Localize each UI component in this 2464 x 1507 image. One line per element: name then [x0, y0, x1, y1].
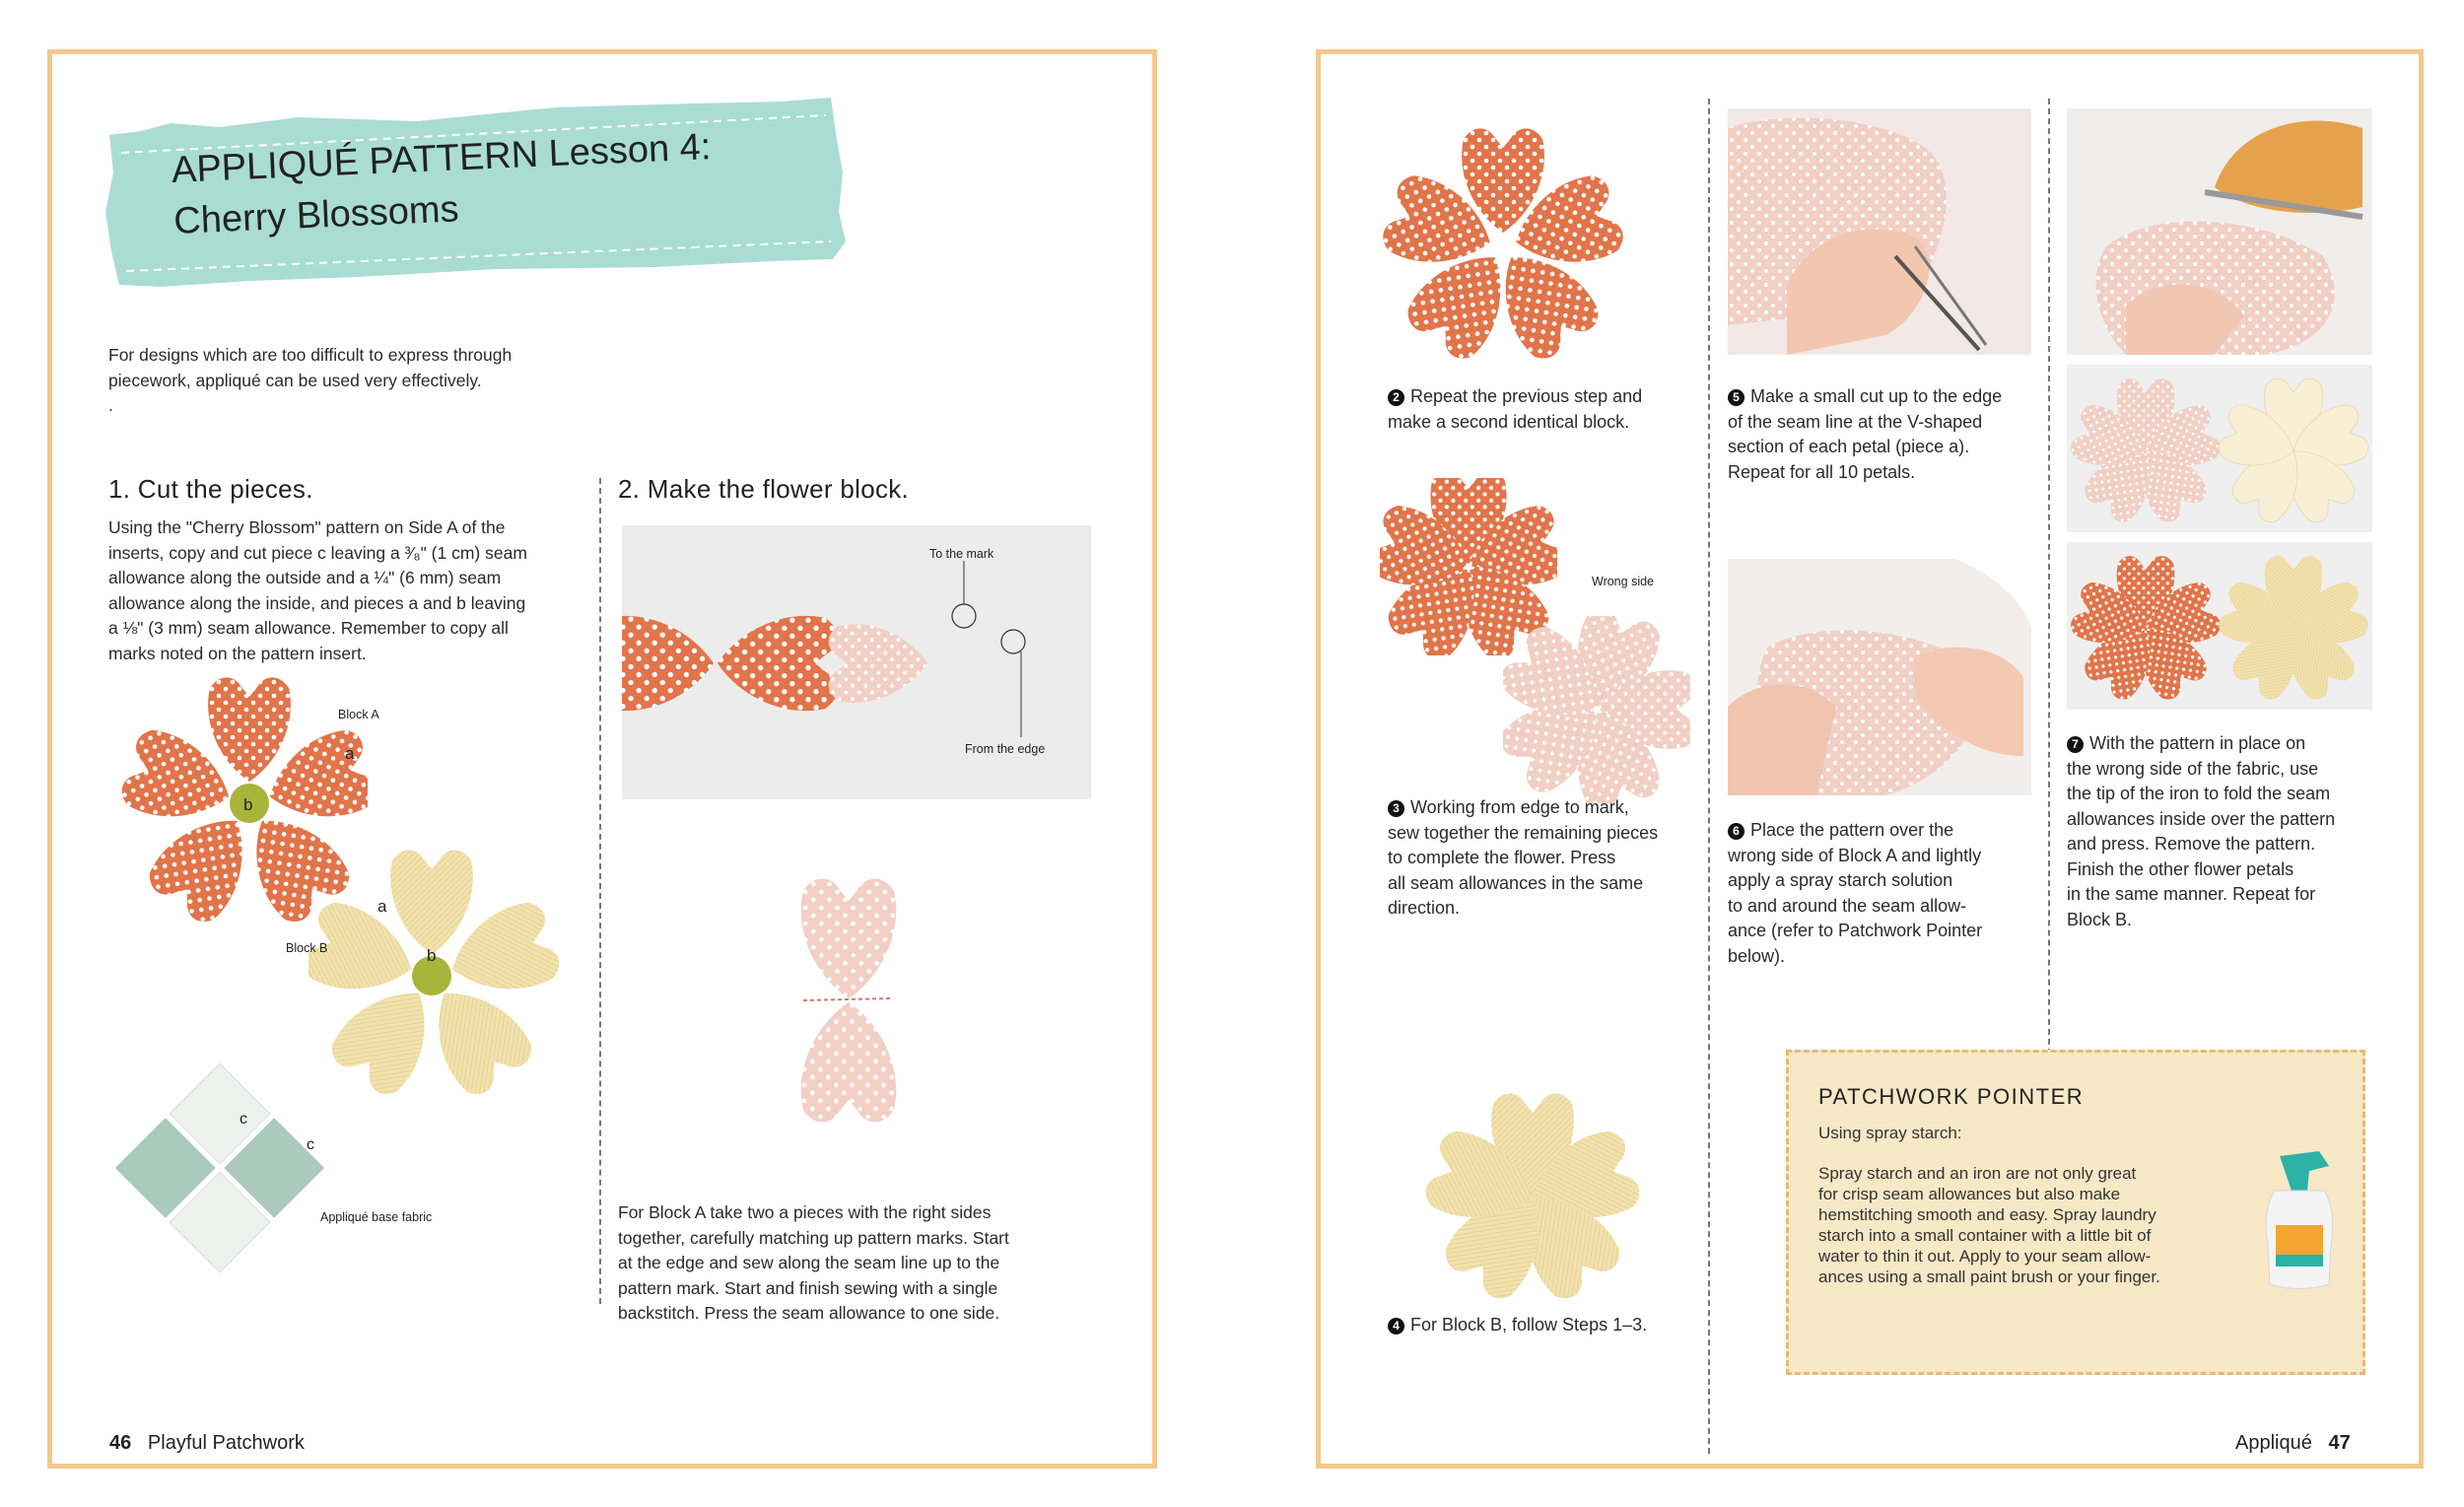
label-piece-c: c	[240, 1111, 247, 1128]
patchwork-pointer-box	[1786, 1050, 2365, 1375]
applique-base-fabric-illustration	[111, 1050, 328, 1286]
text-line: all seam allowances in the same	[1388, 872, 1644, 893]
text-line: inserts, copy and cut piece c leaving a ³⁄₈" (1 cm) seam	[108, 542, 527, 563]
step2-pieces-illustration	[622, 525, 1091, 799]
text-line: at the edge and sew along the seam line up to the	[618, 1253, 1000, 1272]
text-line: a ⅛" (3 mm) seam allowance. Remember to copy all	[108, 618, 509, 638]
text-line: apply a spray starch solution	[1728, 870, 1953, 890]
label-piece-b: b	[243, 795, 253, 814]
step2-text	[618, 1200, 1111, 1327]
left-footer	[109, 1432, 305, 1455]
text-line: for crisp seam allowances but also make	[1818, 1185, 2121, 1203]
intro-line: For designs which are too difficult to express through	[108, 345, 513, 365]
text-line: to and around the seam allow-	[1728, 895, 1967, 916]
text-line: starch into a small container with a little bit of	[1818, 1226, 2152, 1245]
step-number-badge: 6	[1728, 823, 1745, 840]
text-line: For Block A take two a pieces with the right sides	[618, 1202, 992, 1222]
label-piece-b: b	[427, 946, 437, 965]
step7-photo-pressed-blocks	[2067, 365, 2372, 532]
page-number: 46	[109, 1432, 132, 1454]
text-line: Repeat the previous step and	[1410, 386, 1643, 406]
text-line: section of each petal (piece a).	[1728, 437, 1970, 456]
step-number-badge: 5	[1728, 389, 1745, 406]
footer-title: Appliqué	[2235, 1432, 2312, 1454]
label-to-the-mark: To the mark	[929, 547, 994, 561]
text-line: Repeat for all 10 petals.	[1728, 461, 1916, 482]
text-line: direction.	[1388, 898, 1461, 918]
step7-pressed-illustration	[2067, 365, 2372, 532]
step4-caption	[1388, 1313, 1713, 1338]
step6-caption	[1728, 818, 2053, 969]
text-line: For Block B, follow Steps 1–3.	[1410, 1315, 1648, 1335]
step7-photo-ironing	[2067, 108, 2372, 355]
text-line: make a second identical block.	[1388, 411, 1630, 432]
text-line: allowance along the inside, and pieces a and b leaving	[108, 592, 526, 613]
step5-photo-cutting	[1728, 108, 2031, 355]
text-line: Place the pattern over the	[1750, 820, 1954, 840]
title-line-2: Cherry Blossoms	[172, 188, 460, 242]
step-number-badge: 7	[2067, 736, 2084, 753]
text-line: marks noted on the pattern insert.	[108, 643, 367, 663]
step7-photo-finished-blocks	[2067, 542, 2372, 710]
text-line: ances using a small paint brush or your finger.	[1818, 1267, 2160, 1286]
text-line: allowances inside over the pattern	[2067, 808, 2336, 829]
step2-caption	[1388, 384, 1703, 435]
text-line: the tip of the iron to fold the seam	[2067, 784, 2331, 803]
intro-line: .	[108, 395, 113, 415]
text-line: below).	[1728, 945, 1786, 966]
text-line: Spray starch and an iron are not only great	[1818, 1164, 2137, 1183]
footer-title: Playful Patchwork	[147, 1432, 305, 1454]
step4-block-b-illustration	[1424, 1084, 1641, 1301]
step1-text	[108, 515, 621, 666]
step-number-badge: 4	[1388, 1318, 1404, 1335]
right-footer	[2235, 1432, 2351, 1455]
text-line: allowance along the outside and a ¼" (6 mm) seam	[108, 568, 502, 587]
title-banner	[102, 94, 851, 291]
label-block-b: Block B	[286, 941, 328, 955]
text-line: to complete the flower. Press	[1388, 848, 1616, 867]
column-divider	[2048, 99, 2050, 1064]
step3-wrong-side-flower-illustration	[1503, 616, 1690, 803]
left-page	[47, 49, 1157, 1469]
spray-bottle-icon	[2250, 1136, 2349, 1294]
text-line: ance (refer to Patchwork Pointer	[1728, 921, 1983, 940]
step2-sewn-piece-illustration	[742, 862, 959, 1138]
step7-caption	[2067, 731, 2392, 932]
intro-line: piecework, appliqué can be used very effectively.	[108, 370, 482, 390]
column-divider	[1708, 99, 1710, 1454]
intro-text	[108, 343, 660, 419]
label-block-a: Block A	[338, 708, 379, 721]
step7-iron-illustration	[2067, 108, 2372, 355]
pointer-subtitle: Using spray starch:	[1818, 1124, 1962, 1142]
text-line: water to thin it out. Apply to your seam allow-	[1818, 1247, 2152, 1266]
text-line: Using the "Cherry Blossom" pattern on Side A of the	[108, 517, 506, 537]
right-page	[1316, 49, 2424, 1469]
step1-heading: 1. Cut the pieces.	[108, 474, 313, 504]
step6-photo-pattern-placement	[1728, 559, 2031, 795]
text-line: hemstitching smooth and easy. Spray laundry	[1818, 1205, 2156, 1224]
label-piece-c: c	[307, 1136, 314, 1153]
label-applique-base-fabric: Appliqué base fabric	[320, 1210, 433, 1224]
step5-caption	[1728, 384, 2043, 485]
step3-caption	[1388, 795, 1713, 922]
pointer-title: PATCHWORK POINTER	[1818, 1084, 2085, 1109]
step2-photo-pieces	[622, 525, 1091, 799]
title-line-1: APPLIQUÉ PATTERN Lesson 4:	[171, 126, 713, 191]
label-wrong-side: Wrong side	[1592, 575, 1654, 588]
label-from-the-edge: From the edge	[965, 742, 1046, 756]
text-line: Make a small cut up to the edge	[1750, 386, 2003, 406]
step2-heading: 2. Make the flower block.	[618, 474, 910, 504]
step-number-badge: 3	[1388, 800, 1404, 817]
step6-photo-illustration	[1728, 559, 2031, 795]
block-b-flower-illustration	[308, 843, 565, 1099]
text-line: pattern mark. Start and finish sewing with a single	[618, 1277, 998, 1298]
text-line: Block B.	[2067, 909, 2133, 929]
text-line: of the seam line at the V-shaped	[1728, 411, 1983, 432]
step5-photo-illustration	[1728, 108, 2031, 355]
text-line: With the pattern in place on	[2089, 733, 2306, 753]
text-line: Working from edge to mark,	[1410, 797, 1629, 817]
text-line: backstitch. Press the seam allowance to one side.	[618, 1303, 1000, 1323]
label-piece-a: a	[345, 744, 355, 763]
label-piece-a: a	[377, 897, 387, 916]
pointer-text	[1818, 1163, 2242, 1287]
page-number: 47	[2328, 1432, 2351, 1454]
step2-second-block-illustration	[1375, 103, 1631, 370]
step-number-badge: 2	[1388, 389, 1404, 406]
text-line: sew together the remaining pieces	[1388, 822, 1659, 843]
text-line: wrong side of Block A and lightly	[1728, 845, 1982, 865]
text-line: the wrong side of the fabric, use	[2067, 758, 2319, 779]
column-divider	[599, 478, 601, 1304]
text-line: and press. Remove the pattern.	[2067, 834, 2316, 854]
text-line: in the same manner. Repeat for	[2067, 884, 2316, 904]
step7-finished-illustration	[2067, 542, 2372, 710]
text-line: together, carefully matching up pattern marks. Start	[618, 1227, 1009, 1248]
text-line: Finish the other flower petals	[2067, 858, 2294, 879]
